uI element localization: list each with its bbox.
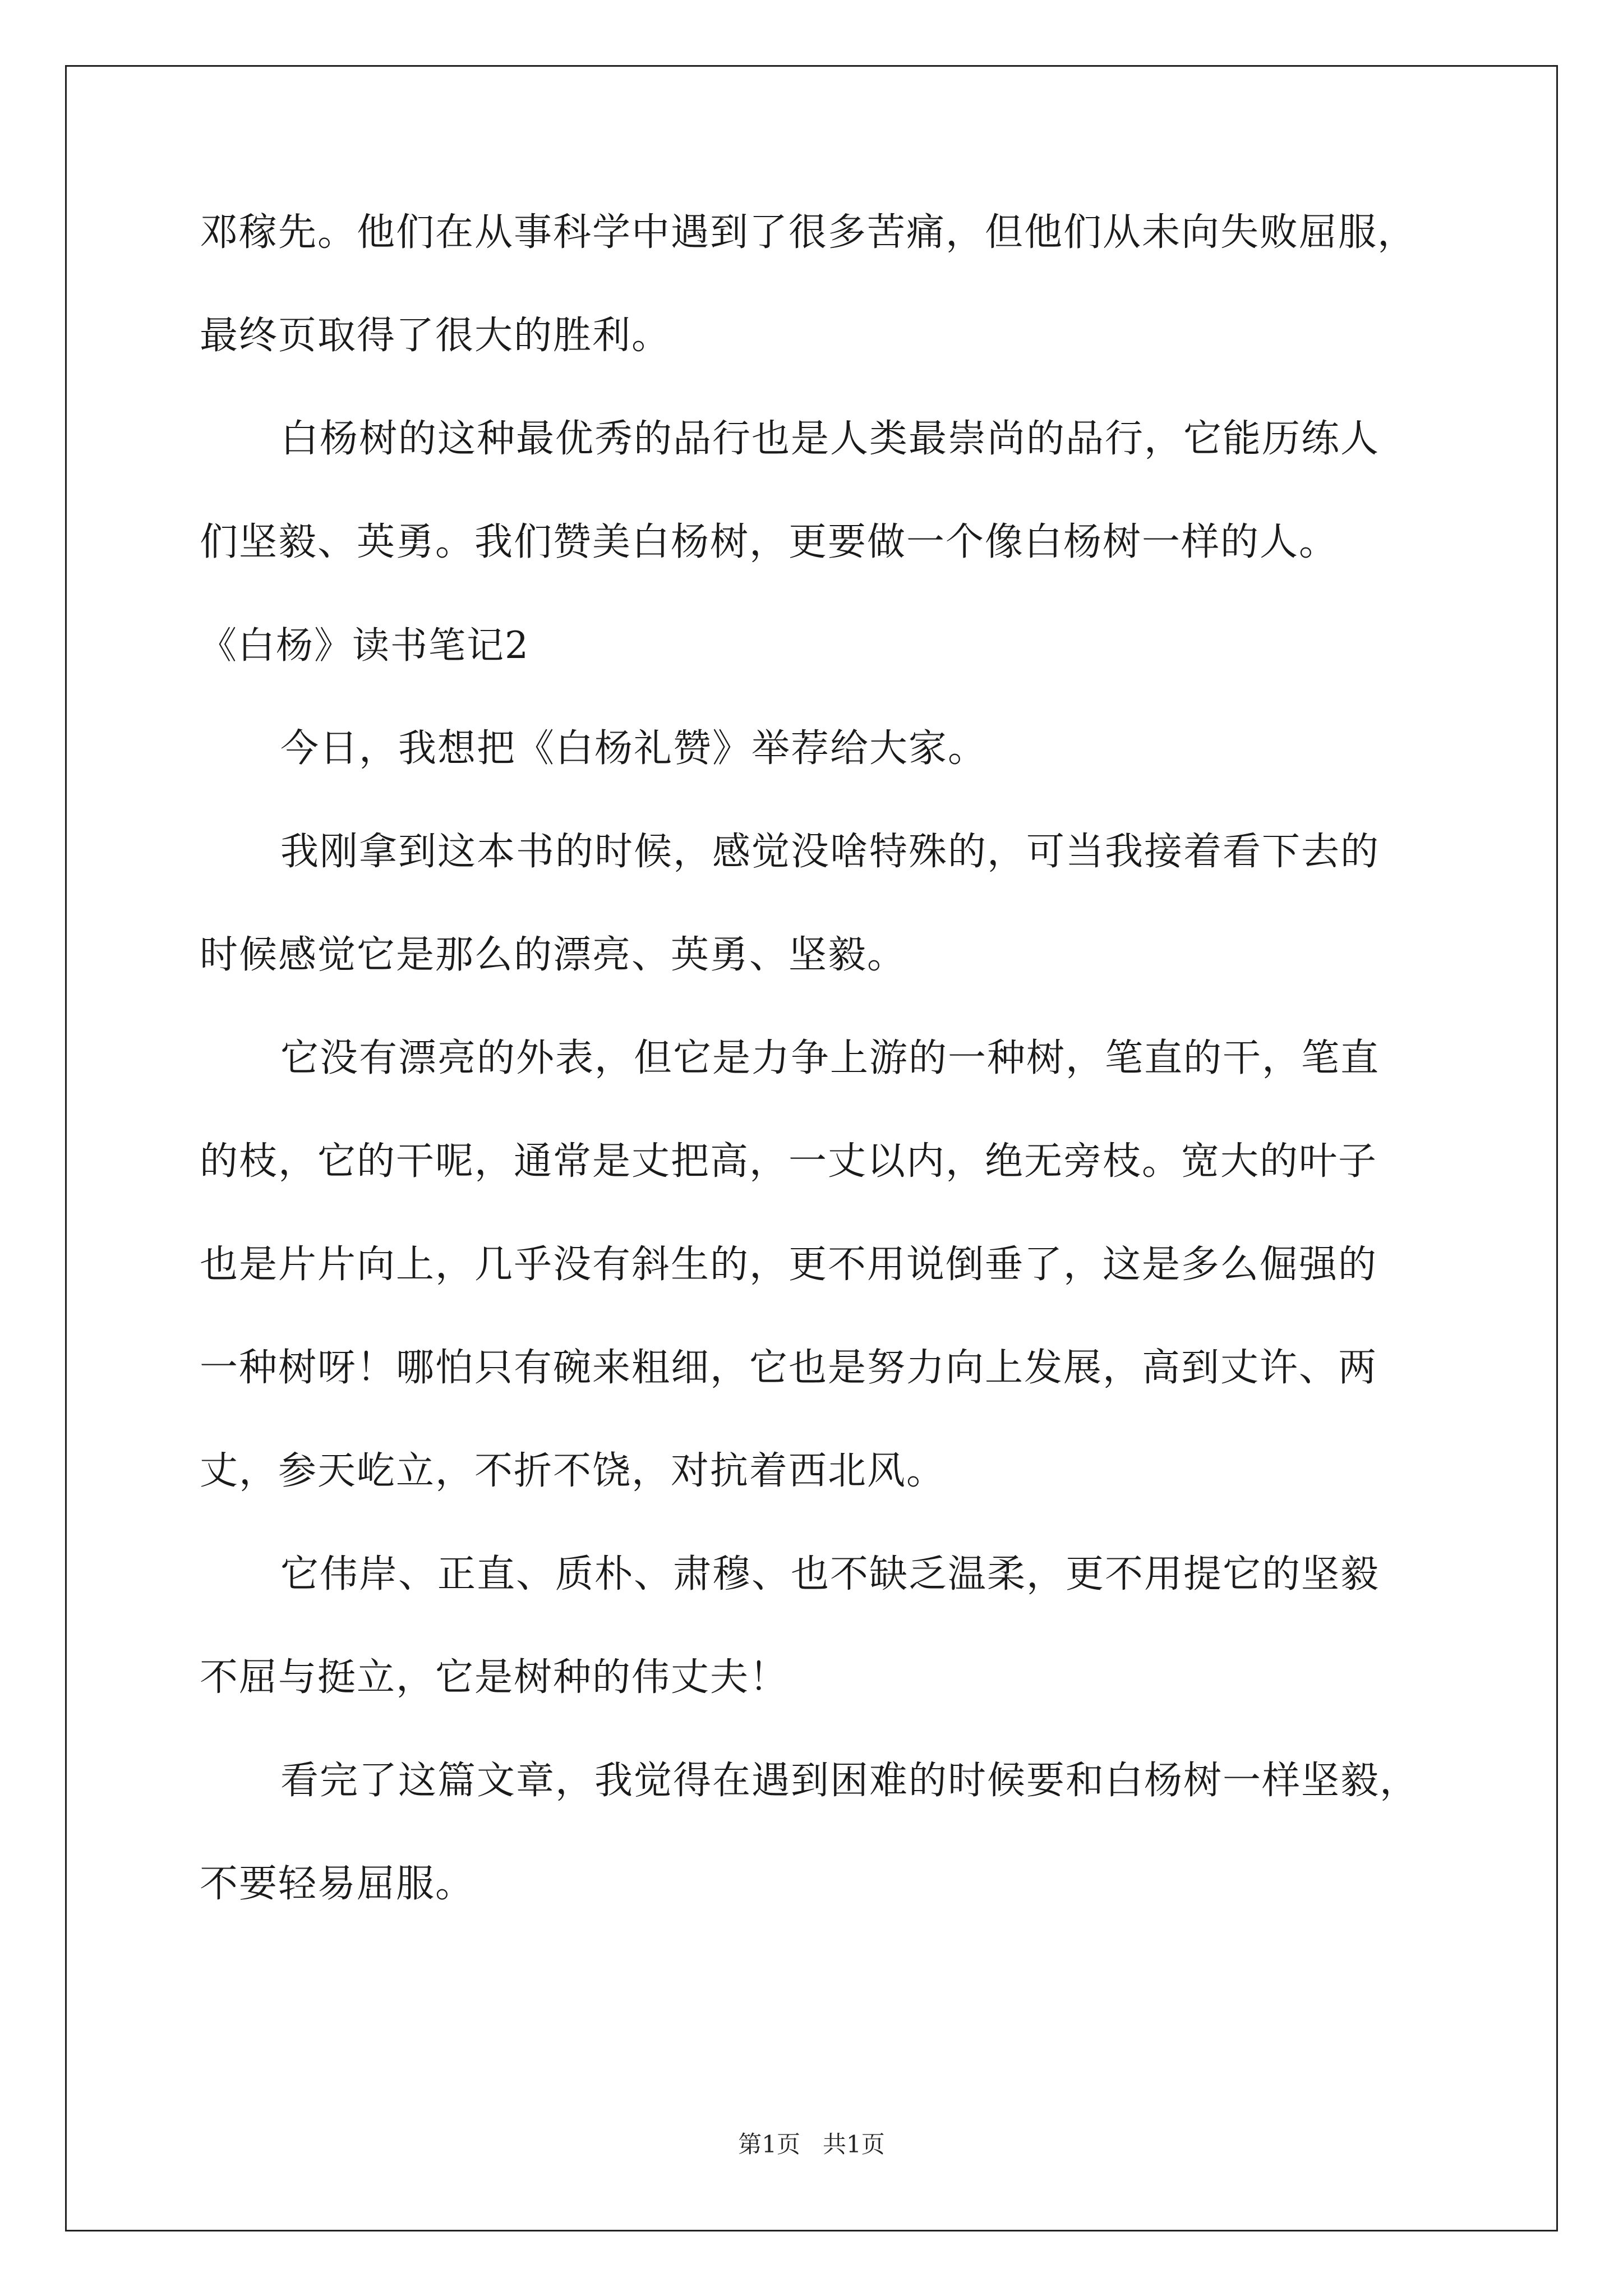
paragraph-start-line: 白杨树的这种最优秀的品行也是人类最崇尚的品行，它能历练人 bbox=[280, 417, 1380, 461]
text-line: 不要轻易屈服。 bbox=[200, 1862, 475, 1906]
text-line: 的枝，它的干呢，通常是丈把高，一丈以内，绝无旁枝。宽大的叶子 bbox=[200, 1139, 1378, 1184]
text-line: 们坚毅、英勇。我们赞美白杨树，更要做一个像白杨树一样的人。 bbox=[200, 520, 1339, 564]
section-heading: 《白杨》读书笔记2 bbox=[200, 624, 529, 667]
text-line: 邓稼先。他们在从事科学中遇到了很多苦痛，但他们从未向失败屈服， bbox=[200, 210, 1417, 255]
paragraph-start-line: 今日，我想把《白杨礼赞》举荐给大家。 bbox=[280, 726, 988, 771]
document-body bbox=[200, 202, 1433, 1957]
text-line: 丈，参天屹立，不折不饶，对抗着西北风。 bbox=[200, 1449, 946, 1493]
text-line: 最终页取得了很大的胜利。 bbox=[200, 314, 671, 358]
page-number-footer: 第1页 共1页 bbox=[738, 2131, 885, 2158]
text-line: 一种树呀！哪怕只有碗来粗细，它也是努力向上发展，高到丈许、两 bbox=[200, 1346, 1378, 1390]
text-line: 时候感觉它是那么的漂亮、英勇、坚毅。 bbox=[200, 933, 907, 977]
paragraph-start-line: 我刚拿到这本书的时候，感觉没啥特殊的，可当我接着看下去的 bbox=[280, 830, 1380, 874]
text-line: 不屈与挺立，它是树种的伟丈夫！ bbox=[200, 1655, 789, 1700]
paragraph-start-line: 它没有漂亮的外表，但它是力争上游的一种树，笔直的干，笔直 bbox=[280, 1036, 1380, 1080]
paragraph-start-line: 看完了这篇文章，我觉得在遇到困难的时候要和白杨树一样坚毅， bbox=[280, 1759, 1419, 1803]
paragraph-start-line: 它伟岸、正直、质朴、肃穆、也不缺乏温柔，更不用提它的坚毅 bbox=[280, 1552, 1380, 1596]
text-line: 也是片片向上，几乎没有斜生的，更不用说倒垂了，这是多么倔强的 bbox=[200, 1243, 1378, 1287]
